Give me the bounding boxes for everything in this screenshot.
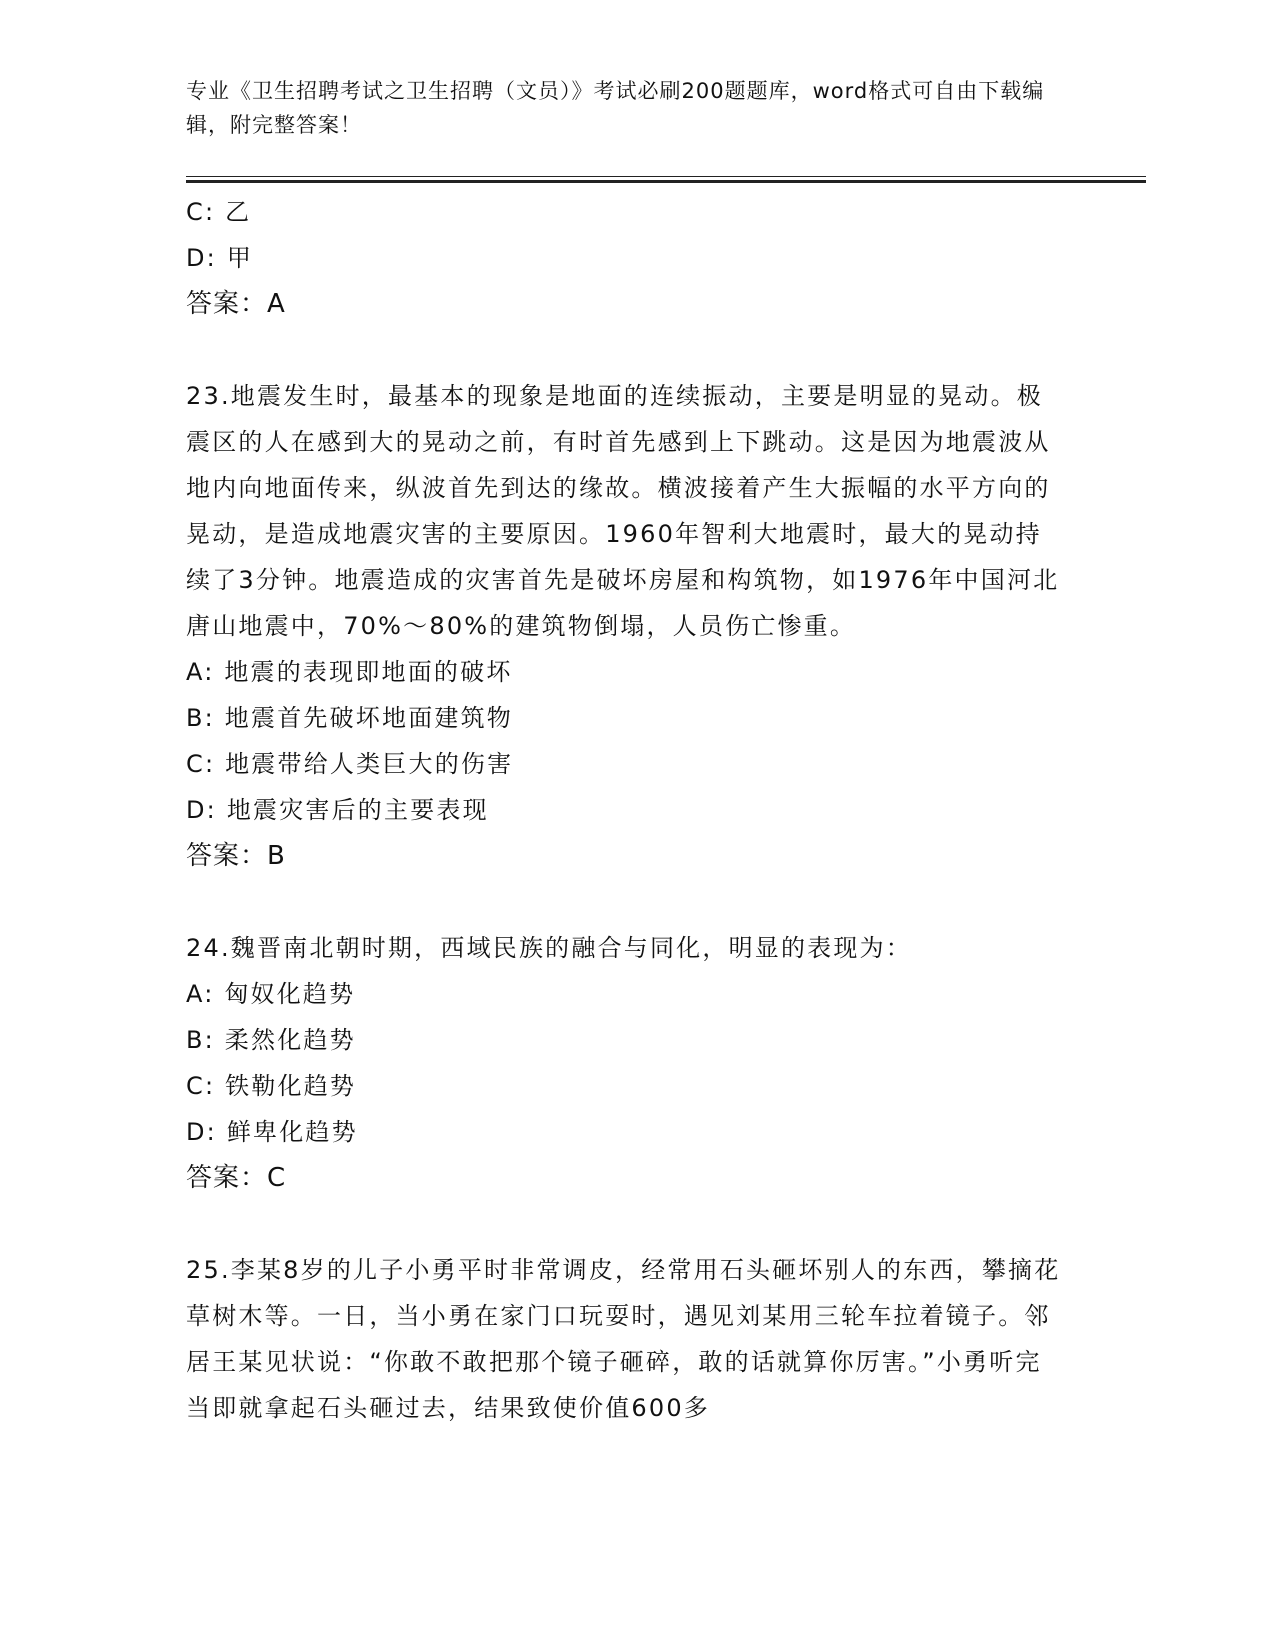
page-header: 专业《卫生招聘考试之卫生招聘（文员）》考试必刷200题题库，word格式可自由下载编辑，附完整答案！ <box>186 79 1045 137</box>
option-text: 甲 <box>226 244 254 272</box>
header-divider-thin <box>186 176 1146 177</box>
option-key: B: <box>186 704 215 732</box>
option-c <box>186 189 1086 235</box>
option-a <box>186 971 1086 1017</box>
question-list <box>186 189 1086 1431</box>
question-text: 24.魏晋南北朝时期，西域民族的融合与同化，明显的表现为： <box>186 934 912 962</box>
option-key: C: <box>186 1072 216 1100</box>
option-b <box>186 695 1086 741</box>
option-text: 地震的表现即地面的破坏 <box>224 658 513 686</box>
option-d <box>186 1109 1086 1155</box>
option-b <box>186 1017 1086 1063</box>
option-text: 地震灾害后的主要表现 <box>226 796 489 824</box>
option-text: 乙 <box>225 198 252 226</box>
option-key: A: <box>186 980 215 1008</box>
option-d <box>186 787 1086 833</box>
option-key: D: <box>186 244 217 272</box>
option-key: D: <box>186 1118 217 1146</box>
answer-line: 答案：C <box>186 1163 287 1193</box>
option-c <box>186 741 1086 787</box>
option-text: 地震带给人类巨大的伤害 <box>225 750 514 778</box>
question-text: 23.地震发生时，最基本的现象是地面的连续振动，主要是明显的晃动。极震区的人在感到大的晃动之前，有时首先感到上下跳动。这是因为地震波从地内向地面传来，纵波首先到达的缘故。横波接着产生大振幅的水平方向的晃动，是造成地震灾害的主要原因。1960年智利大地震时，最大的晃动持续了3分钟。地震造成的灾害首先是破坏房屋和构筑物，如1976年中国河北唐山地震中，70%～80%的建筑物倒塌，人员伤亡惨重。 <box>186 382 1060 640</box>
question-text: 25.李某8岁的儿子小勇平时非常调皮，经常用石头砸坏别人的东西，攀摘花草树木等。一日，当小勇在家门口玩耍时，遇见刘某用三轮车拉着镜子。邻居王某见状说：“你敢不敢把那个镜子砸碎，敢的话就算你厉害。”小勇听完当即就拿起石头砸过去，结果致使价值600多 <box>186 1256 1061 1422</box>
header-divider-thick <box>186 180 1146 183</box>
option-a <box>186 649 1086 695</box>
option-text: 鲜卑化趋势 <box>226 1118 358 1146</box>
option-key: D: <box>186 796 217 824</box>
option-c <box>186 1063 1086 1109</box>
answer-line: 答案：B <box>186 841 286 871</box>
option-d <box>186 235 1086 281</box>
option-text: 柔然化趋势 <box>224 1026 356 1054</box>
option-key: B: <box>186 1026 215 1054</box>
option-key: C: <box>186 750 216 778</box>
option-text: 匈奴化趋势 <box>224 980 356 1008</box>
option-text: 地震首先破坏地面建筑物 <box>224 704 513 732</box>
option-key: C: <box>186 198 216 226</box>
option-key: A: <box>186 658 215 686</box>
option-text: 铁勒化趋势 <box>225 1072 357 1100</box>
answer-line: 答案：A <box>186 289 286 319</box>
